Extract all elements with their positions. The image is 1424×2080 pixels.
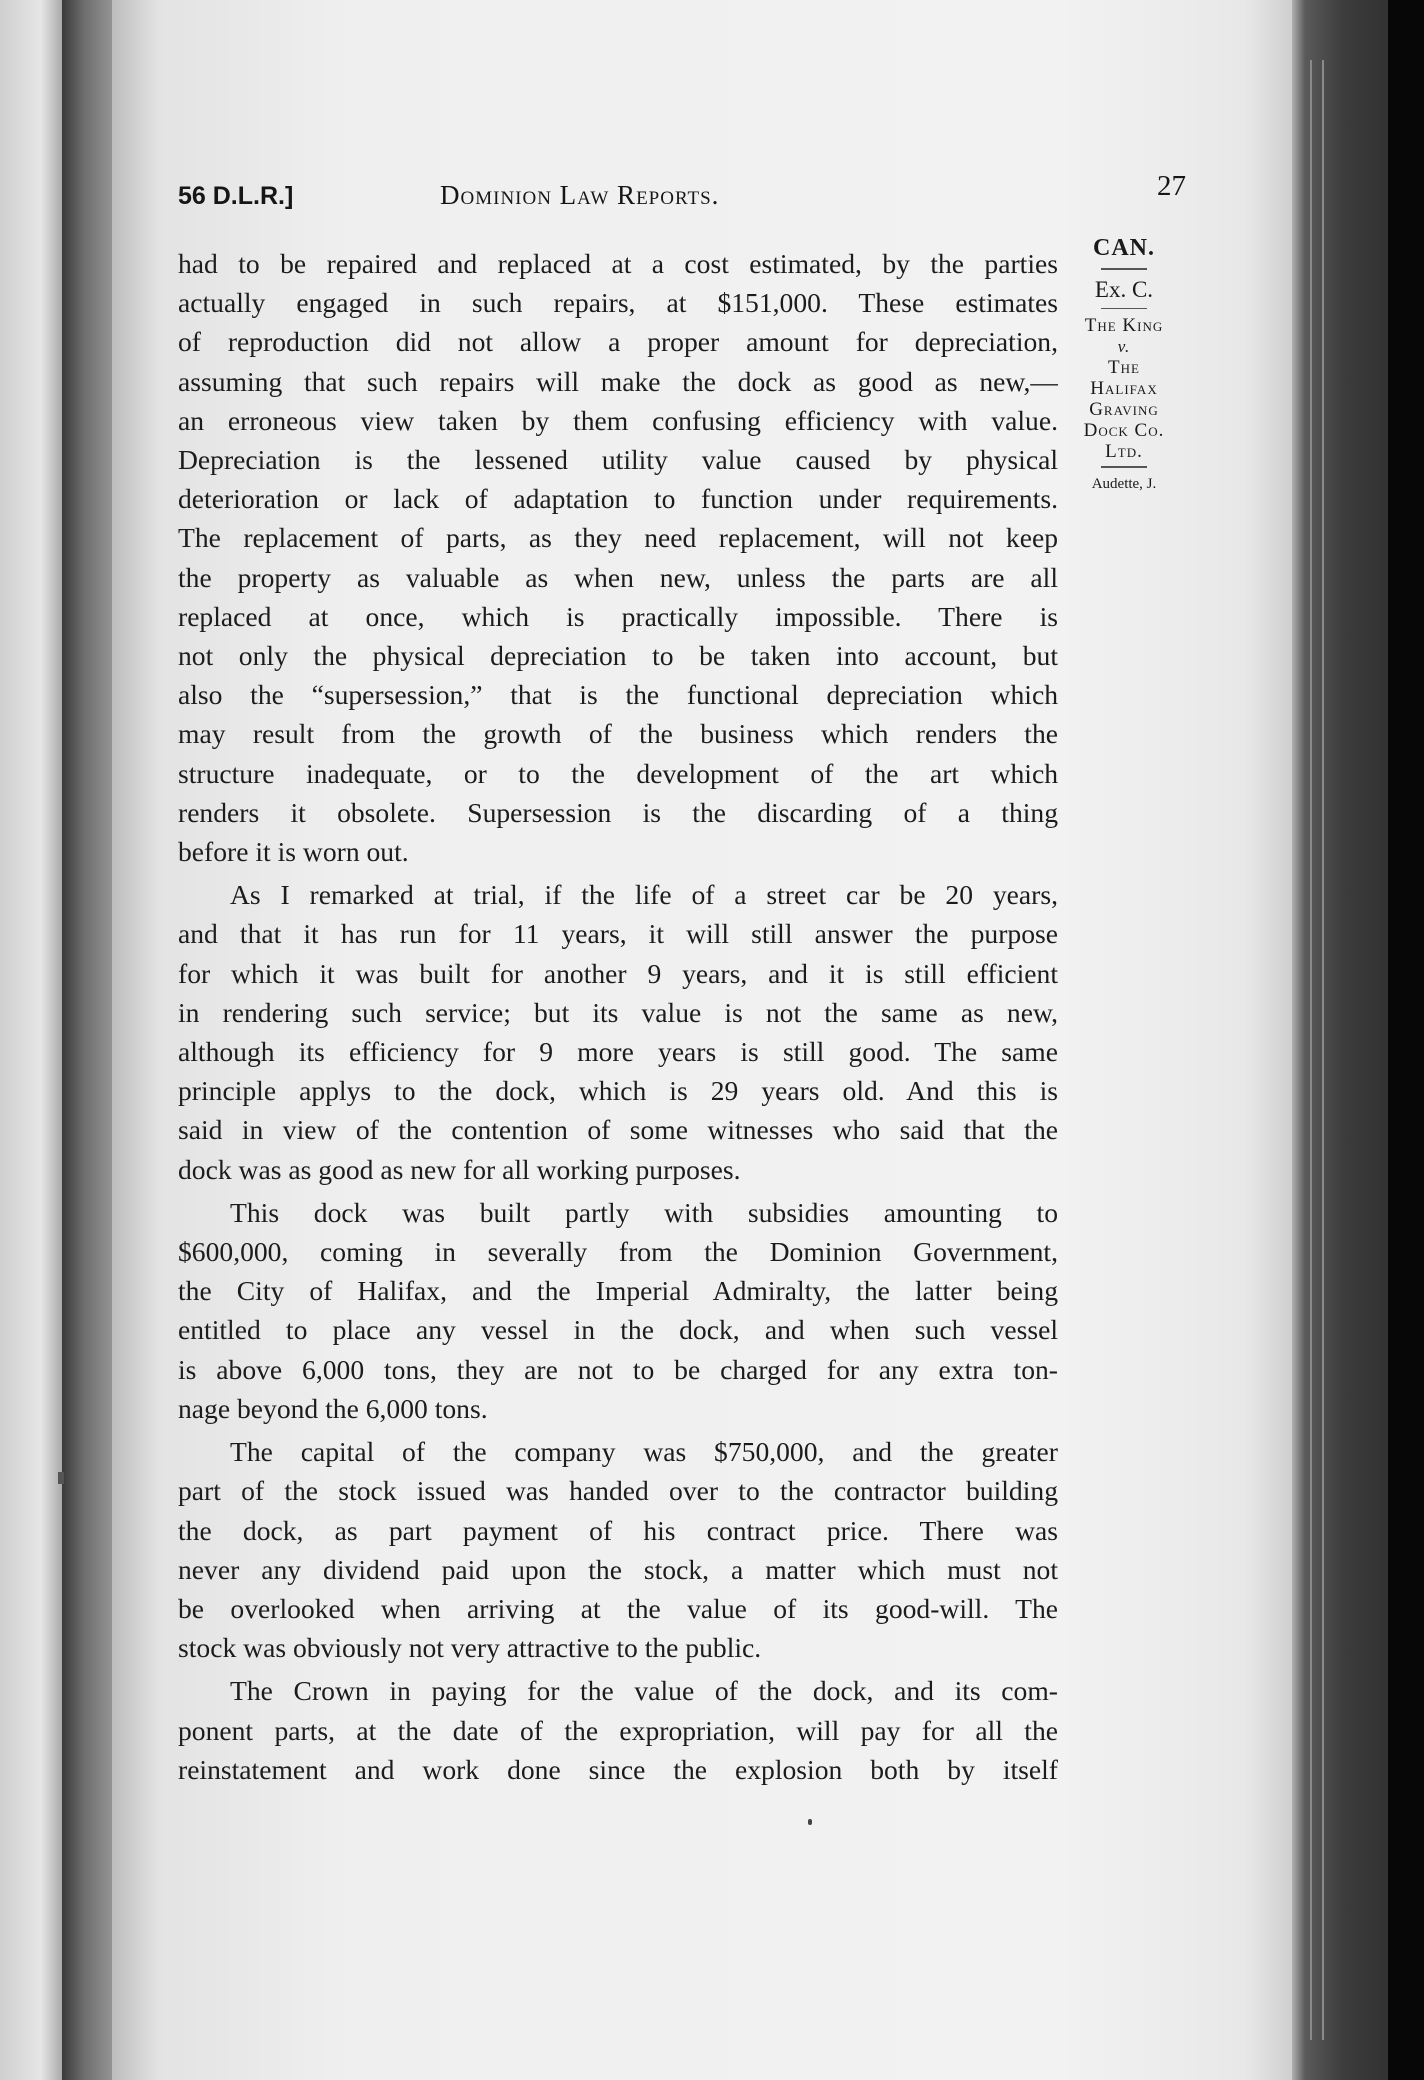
text-line: As I remarked at trial, if the life of a street car be 20 years, — [230, 879, 1058, 911]
publication-title: Dominion Law Reports. — [440, 180, 720, 210]
text-line: reinstatement and work done since the explosion both by itself — [178, 1753, 1058, 1785]
text-line: the dock, as part payment of his contract price. There was — [178, 1514, 1058, 1546]
text-line: never any dividend paid upon the stock, a matter which must not — [178, 1553, 1058, 1585]
judge-name: Audette, J. — [1091, 475, 1157, 492]
text-line: Depreciation is the lessened utility value caused by physical — [178, 444, 1058, 476]
paragraph — [178, 1671, 1058, 1789]
text-line: deterioration or lack of adaptation to function under requirements. — [178, 483, 1058, 515]
book-gutter — [62, 0, 118, 2080]
text-line: although its efficiency for 9 more years is still good. The same — [178, 1036, 1058, 1068]
text-line: assuming that such repairs will make the dock as good as new,— — [178, 365, 1058, 397]
text-line: This dock was built partly with subsidies amounting to — [230, 1196, 1058, 1228]
text-line: in rendering such service; but its value is not the same as new, — [178, 996, 1058, 1028]
paragraph — [178, 244, 1058, 871]
text-line: entitled to place any vessel in the dock, and when such vessel — [178, 1314, 1058, 1346]
left-page-edge — [0, 0, 68, 2080]
case-line: The — [1108, 357, 1140, 378]
text-line: renders it obsolete. Supersession is the discarding of a thing — [178, 796, 1058, 828]
text-line: nage beyond the 6,000 tons. — [178, 1392, 488, 1424]
paragraph — [178, 875, 1058, 1189]
text-line: had to be repaired and replaced at a cost estimated, by the parties — [178, 248, 1058, 279]
text-line: The replacement of parts, as they need replacement, will not keep — [178, 522, 1058, 554]
text-line: principle applys to the dock, which is 29 years old. And this is — [178, 1075, 1058, 1107]
text-line: stock was obviously not very attractive to the public. — [178, 1632, 762, 1664]
text-line: said in view of the contention of some witnesses who said that the — [178, 1114, 1058, 1146]
text-line: be overlooked when arriving at the value of its good-will. The — [178, 1592, 1058, 1624]
text-line: the City of Halifax, and the Imperial Admiralty, the latter being — [178, 1275, 1058, 1307]
text-line: actually engaged in such repairs, at $151,000. These estimates — [178, 287, 1058, 319]
sidenote-rule — [1101, 466, 1147, 468]
text-line: before it is worn out. — [178, 836, 409, 868]
page-number: 27 — [1157, 170, 1186, 202]
paragraph — [178, 1193, 1058, 1428]
sidenote-rule — [1101, 268, 1147, 270]
text-line: ponent parts, at the date of the expropriation, will pay for all the — [178, 1714, 1058, 1746]
text-line: structure inadequate, or to the development of the art which — [178, 757, 1058, 789]
ink-speck — [808, 1819, 812, 1825]
text-line: may result from the growth of the business which renders the — [178, 718, 1058, 750]
text-line: an erroneous view taken by them confusing efficiency with value. — [178, 404, 1058, 436]
text-line: for which it was built for another 9 years, and it is still efficient — [178, 957, 1058, 989]
case-name — [1054, 315, 1194, 462]
margin-sidenote — [1054, 232, 1194, 494]
text-line: dock was as good as new for all working purposes. — [178, 1153, 741, 1185]
jurisdiction: CAN. — [1093, 235, 1155, 261]
text-line: The capital of the company was $750,000, and the greater — [230, 1436, 1058, 1468]
text-line: The Crown in paying for the value of the dock, and its com- — [230, 1675, 1058, 1707]
running-header — [178, 170, 1198, 214]
case-line: Ltd. — [1105, 441, 1143, 462]
court: Ex. C. — [1094, 276, 1154, 302]
text-line: and that it has run for 11 years, it will still answer the purpose — [178, 918, 1058, 950]
paragraph — [178, 1432, 1058, 1667]
text-line: replaced at once, which is practically impossible. There is — [178, 600, 1058, 632]
right-page-edge — [1292, 0, 1424, 2080]
volume-reference: 56 D.L.R.] — [178, 182, 294, 210]
case-line: Halifax — [1090, 378, 1158, 399]
text-line: $600,000, coming in severally from the Dominion Government, — [178, 1236, 1058, 1268]
text-line: not only the physical depreciation to be taken into account, but — [178, 640, 1058, 672]
case-line: The King — [1084, 315, 1164, 336]
case-line: Graving — [1089, 399, 1159, 420]
body-text — [178, 244, 1058, 1793]
text-line: of reproduction did not allow a proper amount for depreciation, — [178, 326, 1058, 358]
page-mark — [58, 1472, 64, 1484]
text-line: also the “supersession,” that is the functional depreciation which — [178, 679, 1058, 711]
text-line: part of the stock issued was handed over to the contractor building — [178, 1475, 1058, 1507]
text-line: is above 6,000 tons, they are not to be charged for any extra ton- — [178, 1353, 1058, 1385]
sidenote-rule — [1101, 308, 1147, 310]
case-line: v. — [1117, 337, 1131, 356]
text-line: the property as valuable as when new, unless the parts are all — [178, 561, 1058, 593]
case-line: Dock Co. — [1083, 420, 1165, 441]
